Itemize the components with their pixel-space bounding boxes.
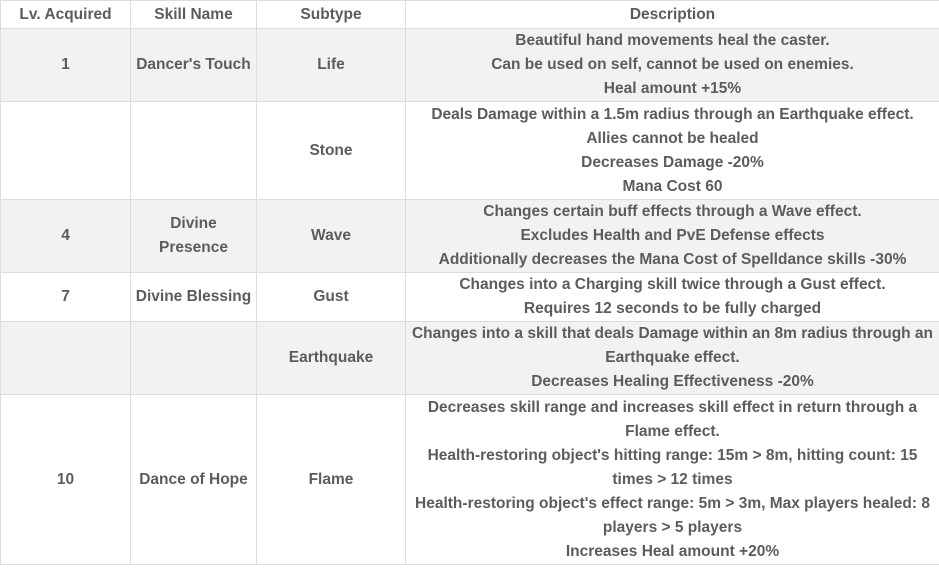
- level-cell: [1, 102, 131, 200]
- description-cell: [406, 29, 939, 102]
- table-row: [1, 395, 939, 565]
- level-cell: [1, 322, 131, 395]
- table-row: [1, 200, 939, 273]
- skill-name-cell: Dance of Hope: [131, 395, 257, 565]
- description-line: Allies cannot be healed: [586, 129, 759, 147]
- description-cell: [406, 322, 939, 395]
- header-level: Lv. Acquired: [1, 1, 131, 29]
- skill-name-cell: [131, 322, 257, 395]
- header-row: [1, 1, 939, 29]
- description-line: Beautiful hand movements heal the caster.: [515, 32, 830, 49]
- subtype-cell: Gust: [257, 273, 406, 322]
- subtype-cell: Flame: [257, 395, 406, 565]
- description-line: Changes certain buff effects through a Wave effect.: [483, 203, 862, 220]
- description-line: Increases Heal amount +20%: [565, 542, 780, 560]
- description-line: Decreases Healing Effectiveness -20%: [531, 373, 814, 390]
- subtype-cell: Earthquake: [257, 322, 406, 395]
- skill-name-cell: Divine Blessing: [131, 273, 257, 322]
- level-cell: 4: [1, 200, 131, 273]
- subtype-cell: Life: [257, 29, 406, 102]
- description-line: Health-restoring object's effect range: 5m > 3m, Max players healed: 8 players > 5 players: [415, 494, 930, 536]
- description-cell: [406, 395, 939, 565]
- description-line: Additionally decreases the Mana Cost of Spelldance skills -30%: [438, 251, 907, 268]
- header-description: Description: [406, 1, 939, 29]
- skill-name-cell: Divine Presence: [131, 200, 257, 273]
- description-line: Deals Damage within a 1.5m radius through an Earthquake effect.: [431, 105, 914, 123]
- header-skill-name: Skill Name: [131, 1, 257, 29]
- description-line: Requires 12 seconds to be fully charged: [523, 300, 822, 317]
- description-line: Mana Cost 60: [622, 177, 723, 195]
- description-cell: [406, 273, 939, 322]
- description-line: Decreases Damage -20%: [581, 153, 764, 171]
- description-line: Health-restoring object's hitting range: 15m > 8m, hitting count: 15 times > 12 times: [427, 446, 918, 488]
- description-line: Heal amount +15%: [603, 80, 742, 97]
- table-row: [1, 322, 939, 395]
- subtype-cell: Wave: [257, 200, 406, 273]
- level-cell: 1: [1, 29, 131, 102]
- table-body: [1, 29, 939, 565]
- table-row: [1, 29, 939, 102]
- header-subtype: Subtype: [257, 1, 406, 29]
- description-line: Can be used on self, cannot be used on enemies.: [491, 56, 854, 73]
- description-line: Changes into a skill that deals Damage within an 8m radius through an Earthquake effect.: [411, 325, 934, 366]
- skill-name-cell: [131, 102, 257, 200]
- table-row: [1, 102, 939, 200]
- subtype-cell: Stone: [257, 102, 406, 200]
- description-line: Excludes Health and PvE Defense effects: [520, 227, 825, 244]
- description-cell: [406, 102, 939, 200]
- table-header: [1, 1, 939, 29]
- description-line: Decreases skill range and increases skill effect in return through a Flame effect.: [427, 398, 918, 440]
- level-cell: 7: [1, 273, 131, 322]
- skill-name-cell: Dancer's Touch: [131, 29, 257, 102]
- table-row: [1, 273, 939, 322]
- description-cell: [406, 200, 939, 273]
- level-cell: 10: [1, 395, 131, 565]
- description-line: Changes into a Charging skill twice through a Gust effect.: [459, 276, 886, 293]
